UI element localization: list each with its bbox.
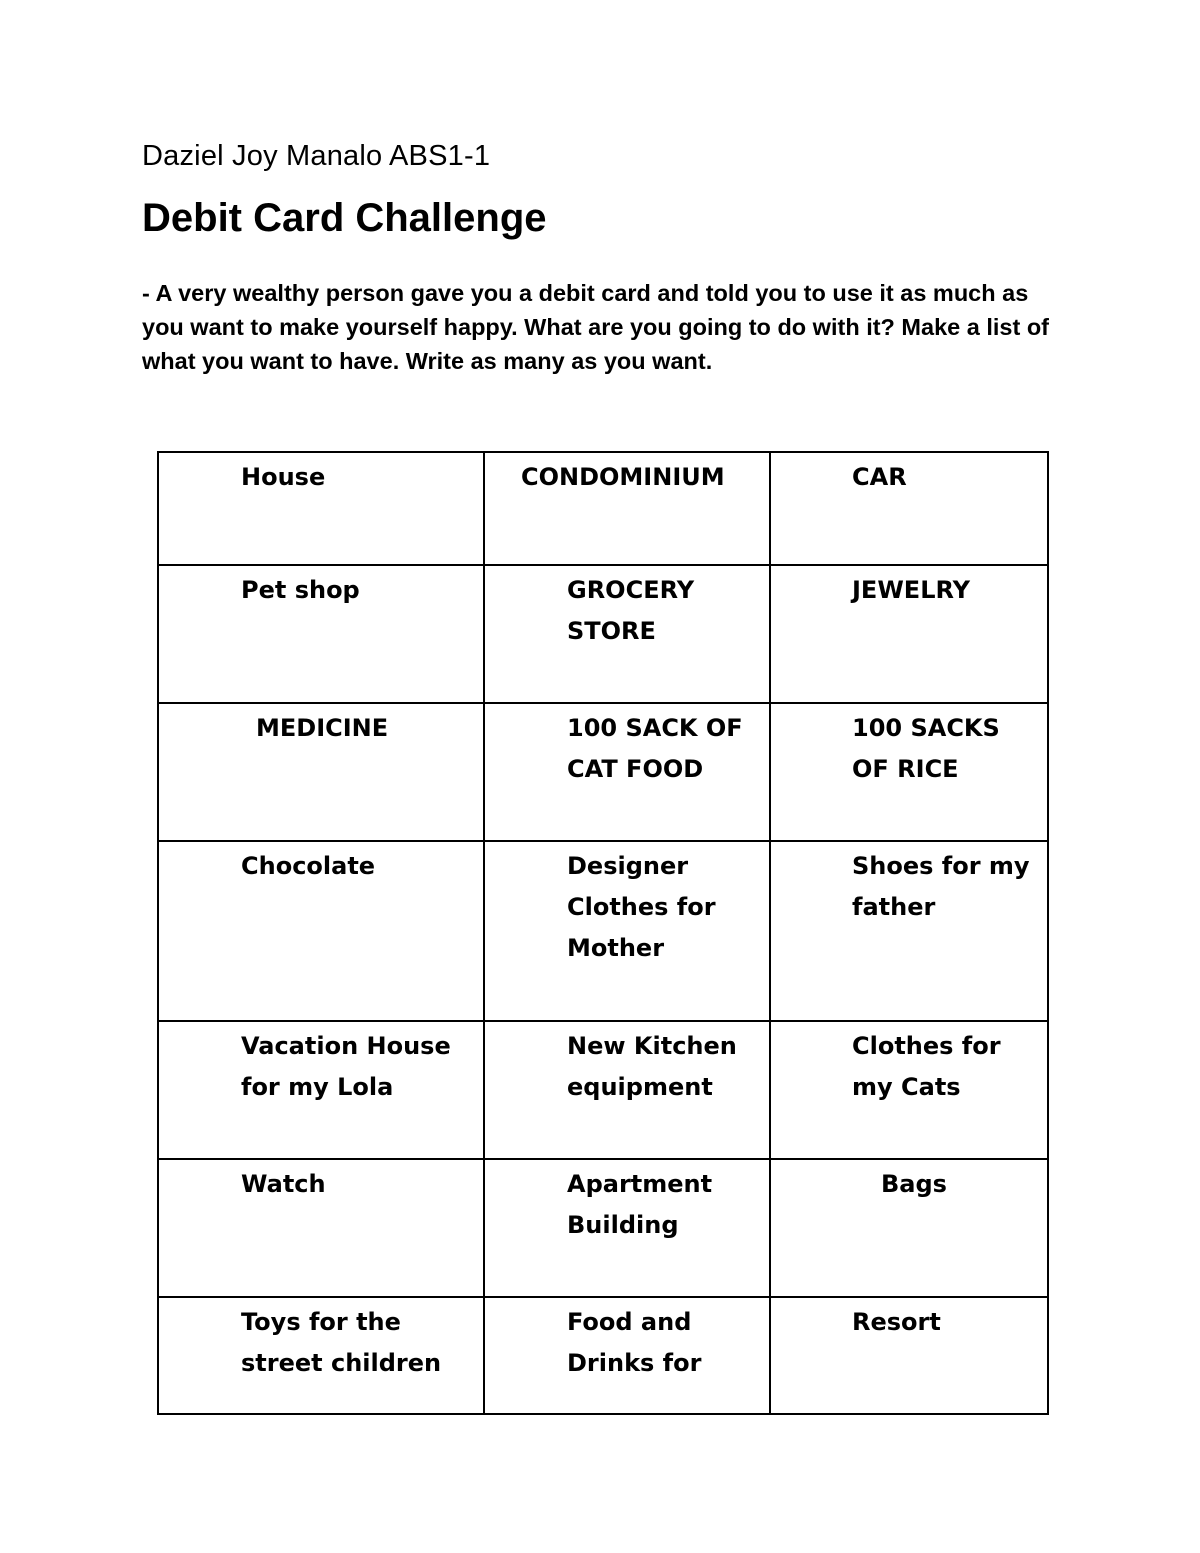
wish-item: House <box>241 463 326 491</box>
wish-item: Shoes for my father <box>852 852 1030 921</box>
wish-cell <box>484 1297 770 1414</box>
table-row <box>158 1159 1048 1297</box>
table-row <box>158 565 1048 703</box>
author-line: Daziel Joy Manalo ABS1-1 <box>142 140 491 172</box>
wish-cell <box>770 565 1048 703</box>
wish-cell <box>484 1021 770 1159</box>
wish-cell <box>158 703 484 841</box>
wish-cell <box>158 452 484 565</box>
wish-cell <box>770 1159 1048 1297</box>
table-row <box>158 703 1048 841</box>
wish-cell <box>770 1021 1048 1159</box>
wish-item: Pet shop <box>241 576 360 604</box>
instruction-text: - A very wealthy person gave you a debit card and told you to use it as much as you want to make yourself happy. What are you going to do with it? Make a list of what you want to have. Write as many as you want. <box>142 280 1050 374</box>
wish-item: Chocolate <box>241 852 376 880</box>
wish-cell <box>158 1021 484 1159</box>
wish-cell <box>158 565 484 703</box>
wish-item: 100 SACK OF CAT FOOD <box>567 714 743 783</box>
wish-item: Vacation House for my Lola <box>241 1032 451 1101</box>
wish-cell <box>484 1159 770 1297</box>
wish-cell <box>484 703 770 841</box>
wish-item: GROCERY STORE <box>567 576 695 645</box>
wish-item: CONDOMINIUM <box>521 463 725 491</box>
wish-item: Apartment Building <box>567 1170 713 1239</box>
table-row <box>158 1297 1048 1414</box>
wish-cell <box>770 703 1048 841</box>
wish-cell <box>158 1297 484 1414</box>
wish-item: Bags <box>881 1170 947 1198</box>
wish-cell <box>484 452 770 565</box>
wish-cell <box>770 452 1048 565</box>
wishlist-table <box>157 451 1049 1415</box>
table-row <box>158 452 1048 565</box>
wish-item: 100 SACKS OF RICE <box>852 714 1000 783</box>
wish-item: Watch <box>241 1170 326 1198</box>
wish-item: Resort <box>852 1308 941 1336</box>
wish-item: JEWELRY <box>852 576 971 604</box>
wish-item: Clothes for my Cats <box>852 1032 1001 1101</box>
wish-cell <box>158 1159 484 1297</box>
wish-cell <box>484 841 770 1021</box>
wish-item: CAR <box>852 463 907 491</box>
document-title: Debit Card Challenge <box>142 196 547 240</box>
wish-item: Toys for the street children <box>241 1308 442 1377</box>
wish-item: MEDICINE <box>256 714 389 742</box>
table-row <box>158 841 1048 1021</box>
wish-cell <box>770 841 1048 1021</box>
wish-item: Food and Drinks for <box>567 1308 702 1377</box>
wish-item: New Kitchen equipment <box>567 1032 737 1101</box>
wish-cell <box>770 1297 1048 1414</box>
wish-cell <box>484 565 770 703</box>
table-row <box>158 1021 1048 1159</box>
wish-item: Designer Clothes for Mother <box>567 852 716 962</box>
wish-cell <box>158 841 484 1021</box>
